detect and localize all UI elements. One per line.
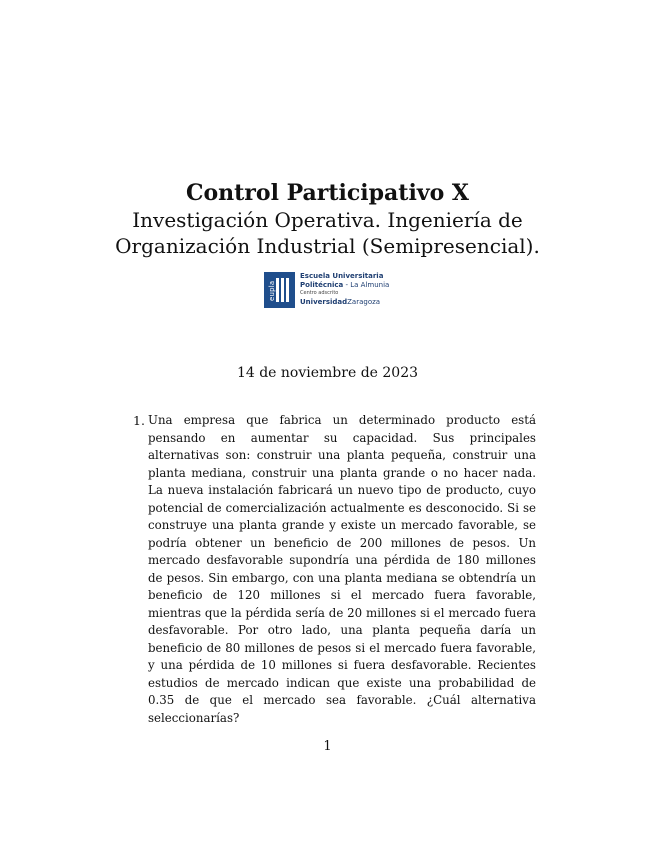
logo-mark-text: eupla bbox=[268, 280, 276, 301]
page-number: 1 bbox=[323, 739, 332, 754]
logo-line-1: Escuela Universitaria bbox=[300, 272, 384, 280]
logo-line-2-bold: Politécnica bbox=[300, 281, 344, 289]
logo-line-4 bbox=[300, 297, 396, 307]
problem-number: 1. bbox=[133, 413, 145, 428]
university-logo bbox=[264, 270, 394, 310]
logo-line-3: Centro adscrito bbox=[300, 290, 339, 296]
logo-line-4-bold: Universidad bbox=[300, 298, 348, 306]
logo-text bbox=[300, 272, 396, 307]
document-title: Control Participativo X bbox=[185, 180, 470, 206]
logo-line-2 bbox=[300, 281, 396, 290]
problem-text: Una empresa que fabrica un determinado producto está pensando en aumentar su capacidad. Sus principales alternativas son: construir una planta pequeña, construir una planta mediana, construir una planta grande o no hacer nada. La nueva instalación fabricará un nuevo tipo de producto, cuyo potencial de comercialización actualmente es desconocido. Si se construye una planta grande y existe un mercado favorable, se podría obtener un beneficio de 200 millones de pesos. Un mercado desfavorable supondría una pérdida de 180 millones de pesos. Sin embargo, con una planta mediana se obtendría un beneficio de 120 millones si el mercado fuera favorable, mientras que la pérdida sería de 20 millones si el mercado fuera desfavorable. Por otro lado, una planta pequeña daría un beneficio de 80 millones de pesos si el mercado fuera favorable, y una pérdida de 10 millones si fuera desfavorable. Recientes estudios de mercado indican que existe una probabilidad de 0.35 de que el mercado sea favorable. ¿Cuál alternativa seleccionarías? bbox=[148, 413, 536, 725]
logo-line-2-rest: - La Almunia bbox=[343, 281, 390, 289]
document-subtitle: Investigación Operativa. Ingeniería de Organización Industrial (Semipresencial). bbox=[115, 208, 540, 258]
eupla-logo-mark bbox=[264, 272, 295, 308]
document-date: 14 de noviembre de 2023 bbox=[236, 365, 419, 381]
logo-line-4-rest: Zaragoza bbox=[347, 298, 381, 306]
logo-columns-icon bbox=[276, 278, 292, 302]
